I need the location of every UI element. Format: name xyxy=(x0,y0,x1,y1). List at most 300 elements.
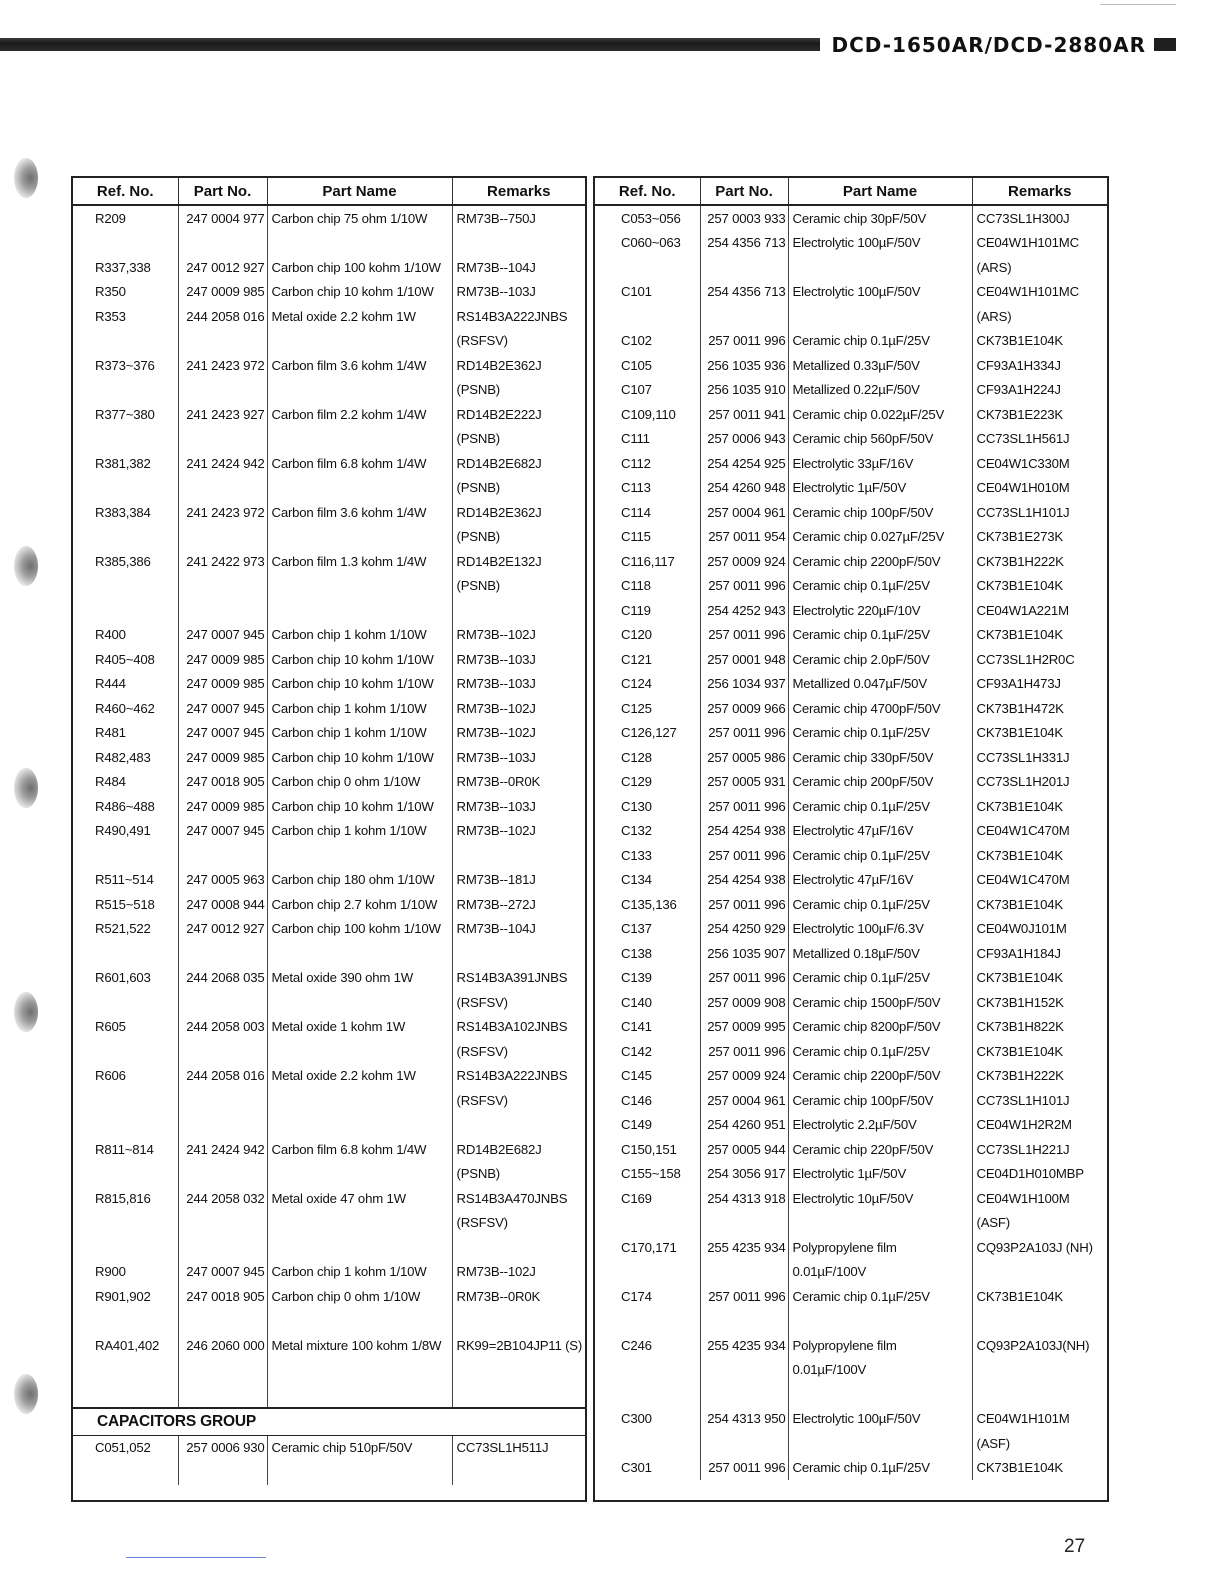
ref-no-cell: R901,902 xyxy=(73,1284,178,1309)
table-row xyxy=(73,1039,585,1064)
table-row xyxy=(595,1382,1107,1407)
part-name-cell: Electrolytic 1µF/50V xyxy=(788,1162,972,1187)
remarks-cell: CE04W1H101MC xyxy=(976,284,1079,300)
table-row xyxy=(595,1113,1107,1138)
remarks-cell: CE04W0J101M xyxy=(976,921,1067,937)
part-no-cell xyxy=(700,1382,788,1407)
ref-no-cell: C060~063 xyxy=(595,231,700,256)
remarks-cell: CE04D1H010MBP xyxy=(976,1166,1084,1182)
part-no-cell: 247 0012 927 xyxy=(178,255,267,280)
remarks-cell: (ASF) xyxy=(976,1435,1010,1451)
table-row xyxy=(73,1435,585,1460)
table-row xyxy=(73,304,585,329)
part-name-cell: Ceramic chip 330pF/50V xyxy=(788,745,972,770)
table-row xyxy=(73,402,585,427)
column-header-ref: Ref. No. xyxy=(73,178,178,205)
part-name-cell: Ceramic chip 100pF/50V xyxy=(788,1088,972,1113)
part-name-cell xyxy=(267,427,452,452)
part-no-cell xyxy=(178,1235,267,1260)
part-no-cell: 254 3056 917 xyxy=(700,1162,788,1187)
remarks-cell: (ASF) xyxy=(976,1215,1010,1231)
table-row xyxy=(595,1358,1107,1383)
part-no-cell: 257 0001 948 xyxy=(700,647,788,672)
top-edge-rule xyxy=(1100,4,1176,5)
part-no-cell: 254 4254 938 xyxy=(700,819,788,844)
remarks-cell: CK73B1E104K xyxy=(976,896,1064,912)
part-no-cell xyxy=(178,476,267,501)
table-row xyxy=(73,1015,585,1040)
remarks-cell: RM73B--272J xyxy=(456,896,536,912)
part-name-cell: Ceramic chip 0.1µF/25V xyxy=(788,1456,972,1481)
part-name-cell xyxy=(267,1088,452,1113)
ref-no-cell xyxy=(73,427,178,452)
remarks-cell: CK73B1E104K xyxy=(976,578,1064,594)
remarks-cell xyxy=(972,1260,1107,1285)
part-name-cell: Electrolytic 1µF/50V xyxy=(788,476,972,501)
part-name-cell: Carbon chip 1 kohm 1/10W xyxy=(267,696,452,721)
part-no-cell xyxy=(178,1113,267,1138)
part-name-cell xyxy=(267,990,452,1015)
ref-no-cell xyxy=(595,1309,700,1334)
table-row xyxy=(73,231,585,256)
ref-no-cell xyxy=(73,990,178,1015)
remarks-cell: CE04W1H101M xyxy=(976,1411,1070,1427)
part-name-cell: Carbon film 3.6 kohm 1/4W xyxy=(267,500,452,525)
part-no-cell: 244 2058 016 xyxy=(178,304,267,329)
ref-no-cell: C121 xyxy=(595,647,700,672)
part-no-cell xyxy=(178,231,267,256)
part-no-cell xyxy=(178,1088,267,1113)
part-no-cell: 257 0011 954 xyxy=(700,525,788,550)
part-no-cell xyxy=(178,1039,267,1064)
table-row xyxy=(595,1015,1107,1040)
table-row xyxy=(73,1186,585,1211)
table-row xyxy=(595,353,1107,378)
part-name-cell: Electrolytic 100µF/6.3V xyxy=(788,917,972,942)
table-row xyxy=(73,1113,585,1138)
ref-no-cell: C138 xyxy=(595,941,700,966)
ref-no-cell: R482,483 xyxy=(73,745,178,770)
part-no-cell: 241 2423 972 xyxy=(178,353,267,378)
part-no-cell: 247 0018 905 xyxy=(178,770,267,795)
remarks-cell: CC73SL1H300J xyxy=(976,210,1070,226)
ref-no-cell xyxy=(73,1088,178,1113)
ref-no-cell xyxy=(73,525,178,550)
table-row xyxy=(595,280,1107,305)
part-no-cell xyxy=(178,1460,267,1485)
part-no-cell xyxy=(178,1162,267,1187)
part-name-cell xyxy=(267,598,452,623)
part-name-cell xyxy=(788,1309,972,1334)
part-no-cell: 247 0007 945 xyxy=(178,623,267,648)
binder-hole-3 xyxy=(14,768,38,808)
part-name-cell: Ceramic chip 0.1µF/25V xyxy=(788,1039,972,1064)
part-name-cell: Ceramic chip 2200pF/50V xyxy=(788,549,972,574)
part-name-cell: Ceramic chip 2.0pF/50V xyxy=(788,647,972,672)
table-row xyxy=(73,451,585,476)
table-row xyxy=(73,1235,585,1260)
ref-no-cell: C113 xyxy=(595,476,700,501)
part-name-cell: Electrolytic 100µF/50V xyxy=(788,231,972,256)
ref-no-cell xyxy=(73,1235,178,1260)
table-row xyxy=(595,205,1107,231)
part-no-cell xyxy=(178,598,267,623)
part-name-cell: Metallized 0.22µF/50V xyxy=(788,378,972,403)
binder-hole-4 xyxy=(14,992,38,1032)
ref-no-cell xyxy=(595,1382,700,1407)
part-name-cell xyxy=(267,1309,452,1334)
part-name-cell: Ceramic chip 0.1µF/25V xyxy=(788,329,972,354)
table-row xyxy=(73,647,585,672)
remarks-cell: CE04W1C330M xyxy=(976,455,1070,471)
part-no-cell: 257 0004 961 xyxy=(700,1088,788,1113)
remarks-cell xyxy=(452,231,585,256)
part-name-cell: Carbon chip 100 kohm 1/10W xyxy=(267,255,452,280)
ref-no-cell: R381,382 xyxy=(73,451,178,476)
part-name-cell: Carbon chip 1 kohm 1/10W xyxy=(267,721,452,746)
ref-no-cell: C102 xyxy=(595,329,700,354)
ref-no-cell xyxy=(595,1358,700,1383)
part-no-cell: 256 1035 936 xyxy=(700,353,788,378)
part-name-cell: Carbon film 1.3 kohm 1/4W xyxy=(267,549,452,574)
table-row xyxy=(73,770,585,795)
remarks-cell: RM73B--103J xyxy=(456,749,536,765)
part-no-cell: 247 0007 945 xyxy=(178,819,267,844)
part-no-cell: 254 4356 713 xyxy=(700,231,788,256)
capacitors-group-heading: CAPACITORS GROUP xyxy=(73,1408,585,1436)
part-no-cell: 257 0011 996 xyxy=(700,1039,788,1064)
part-no-cell: 247 0009 985 xyxy=(178,647,267,672)
ref-no-cell xyxy=(73,476,178,501)
table-row xyxy=(595,1088,1107,1113)
ref-no-cell xyxy=(73,231,178,256)
table-row xyxy=(73,353,585,378)
column-header-part-no: Part No. xyxy=(700,178,788,205)
ref-no-cell: R209 xyxy=(73,205,178,231)
table-header-row xyxy=(73,178,585,205)
remarks-cell: (RSFSV) xyxy=(456,333,508,349)
part-name-cell xyxy=(267,1235,452,1260)
remarks-cell: (PSNB) xyxy=(456,578,500,594)
remarks-cell: RS14B3A222JNBS xyxy=(456,1068,568,1084)
part-no-cell: 254 4356 713 xyxy=(700,280,788,305)
table-row xyxy=(595,549,1107,574)
remarks-cell: CC73SL1H561J xyxy=(976,431,1070,447)
part-no-cell: 257 0011 996 xyxy=(700,623,788,648)
table-row xyxy=(73,574,585,599)
ref-no-cell: C114 xyxy=(595,500,700,525)
table-row xyxy=(595,598,1107,623)
table-row xyxy=(73,1358,585,1383)
table-row xyxy=(595,1064,1107,1089)
column-header-ref: Ref. No. xyxy=(595,178,700,205)
ref-no-cell: R377~380 xyxy=(73,402,178,427)
part-name-cell: Ceramic chip 0.1µF/25V xyxy=(788,721,972,746)
part-name-cell xyxy=(267,843,452,868)
part-no-cell: 247 0004 977 xyxy=(178,205,267,231)
ref-no-cell xyxy=(595,304,700,329)
remarks-cell: CE04W1H101MC xyxy=(976,235,1079,251)
ref-no-cell xyxy=(73,329,178,354)
remarks-cell: RM73B--102J xyxy=(456,627,536,643)
remarks-cell: (RSFSV) xyxy=(456,1043,508,1059)
table-row xyxy=(73,696,585,721)
remarks-cell: (ARS) xyxy=(976,308,1012,324)
part-no-cell: 257 0011 996 xyxy=(700,1284,788,1309)
ref-no-cell: R350 xyxy=(73,280,178,305)
table-row xyxy=(595,1431,1107,1456)
part-name-cell: Electrolytic 100µF/50V xyxy=(788,1407,972,1432)
part-no-cell xyxy=(178,1382,267,1408)
remarks-cell: RD14B2E132J xyxy=(456,553,542,569)
part-name-cell xyxy=(267,574,452,599)
part-name-cell: Metallized 0.047µF/50V xyxy=(788,672,972,697)
table-row xyxy=(73,1284,585,1309)
ref-no-cell: R460~462 xyxy=(73,696,178,721)
part-no-cell xyxy=(700,304,788,329)
part-name-cell: Metal oxide 2.2 kohm 1W xyxy=(267,1064,452,1089)
ref-no-cell: C146 xyxy=(595,1088,700,1113)
table-row xyxy=(73,745,585,770)
ref-no-cell: C053~056 xyxy=(595,205,700,231)
remarks-cell: (PSNB) xyxy=(456,529,500,545)
part-name-cell: Carbon film 3.6 kohm 1/4W xyxy=(267,353,452,378)
part-no-cell: 254 4250 929 xyxy=(700,917,788,942)
ref-no-cell: R484 xyxy=(73,770,178,795)
ref-no-cell: C051,052 xyxy=(73,1435,178,1460)
part-name-cell xyxy=(788,1431,972,1456)
table-row xyxy=(73,1088,585,1113)
part-no-cell: 257 0005 986 xyxy=(700,745,788,770)
table-row xyxy=(595,378,1107,403)
part-no-cell xyxy=(178,1309,267,1334)
part-no-cell xyxy=(178,990,267,1015)
table-row xyxy=(73,941,585,966)
part-no-cell: 254 4260 948 xyxy=(700,476,788,501)
remarks-cell: CE04W1C470M xyxy=(976,823,1070,839)
remarks-cell: RS14B3A102JNBS xyxy=(456,1019,568,1035)
part-no-cell xyxy=(700,255,788,280)
table-row xyxy=(73,794,585,819)
remarks-cell: CK73B1E104K xyxy=(976,1460,1064,1476)
table-row xyxy=(595,1407,1107,1432)
ref-no-cell: C116,117 xyxy=(595,549,700,574)
ref-no-cell: C155~158 xyxy=(595,1162,700,1187)
remarks-cell: RM73B--103J xyxy=(456,676,536,692)
part-no-cell: 247 0005 963 xyxy=(178,868,267,893)
ref-no-cell: C115 xyxy=(595,525,700,550)
ref-no-cell: C101 xyxy=(595,280,700,305)
remarks-cell: CQ93P2A103J(NH) xyxy=(976,1337,1090,1353)
remarks-cell: CK73B1E104K xyxy=(976,798,1064,814)
table-row xyxy=(73,843,585,868)
remarks-cell xyxy=(972,1382,1107,1407)
part-no-cell: 247 0009 985 xyxy=(178,794,267,819)
part-no-cell xyxy=(178,843,267,868)
part-name-cell: Metal oxide 390 ohm 1W xyxy=(267,966,452,991)
part-name-cell xyxy=(788,1211,972,1236)
part-name-cell xyxy=(788,1382,972,1407)
remarks-cell: RM73B--103J xyxy=(456,798,536,814)
column-header-remarks: Remarks xyxy=(972,178,1107,205)
part-no-cell xyxy=(178,574,267,599)
ref-no-cell: C119 xyxy=(595,598,700,623)
ref-no-cell: C128 xyxy=(595,745,700,770)
ref-no-cell: R606 xyxy=(73,1064,178,1089)
remarks-cell: CQ93P2A103J (NH) xyxy=(976,1239,1093,1255)
remarks-cell: CK73B1E104K xyxy=(976,847,1064,863)
table-row xyxy=(73,427,585,452)
table-row xyxy=(595,304,1107,329)
part-no-cell: 254 4260 951 xyxy=(700,1113,788,1138)
part-no-cell xyxy=(700,1211,788,1236)
table-row xyxy=(73,819,585,844)
remarks-cell: RM73B--0R0K xyxy=(456,774,541,790)
remarks-cell xyxy=(452,1113,585,1138)
ref-no-cell xyxy=(73,1039,178,1064)
ref-no-cell xyxy=(73,1460,178,1485)
part-name-cell: Ceramic chip 220pF/50V xyxy=(788,1137,972,1162)
part-no-cell: 257 0005 931 xyxy=(700,770,788,795)
ref-no-cell: C120 xyxy=(595,623,700,648)
remarks-cell: CK73B1H822K xyxy=(976,1019,1064,1035)
part-name-cell: Carbon chip 2.7 kohm 1/10W xyxy=(267,892,452,917)
part-no-cell: 257 0006 943 xyxy=(700,427,788,452)
part-no-cell: 247 0009 985 xyxy=(178,280,267,305)
part-name-cell xyxy=(267,1039,452,1064)
remarks-cell: CK73B1H222K xyxy=(976,1068,1064,1084)
part-name-cell: Metal oxide 2.2 kohm 1W xyxy=(267,304,452,329)
ref-no-cell: R900 xyxy=(73,1260,178,1285)
ref-no-cell: R515~518 xyxy=(73,892,178,917)
table-row xyxy=(73,672,585,697)
part-name-cell xyxy=(267,1382,452,1408)
ref-no-cell: C141 xyxy=(595,1015,700,1040)
ref-no-cell: C145 xyxy=(595,1064,700,1089)
ref-no-cell: C111 xyxy=(595,427,700,452)
remarks-cell: CK73B1E104K xyxy=(976,333,1064,349)
remarks-cell: CE04W1C470M xyxy=(976,872,1070,888)
ref-no-cell: R385,386 xyxy=(73,549,178,574)
ref-no-cell: R486~488 xyxy=(73,794,178,819)
ref-no-cell: R490,491 xyxy=(73,819,178,844)
part-name-cell: Ceramic chip 200pF/50V xyxy=(788,770,972,795)
table-row xyxy=(595,721,1107,746)
ref-no-cell: C133 xyxy=(595,843,700,868)
part-name-cell: Metallized 0.18µF/50V xyxy=(788,941,972,966)
remarks-cell: CF93A1H334J xyxy=(976,357,1061,373)
table-row xyxy=(595,451,1107,476)
remarks-cell: RM73B--0R0K xyxy=(456,1288,541,1304)
remarks-cell: RD14B2E682J xyxy=(456,1141,542,1157)
ref-no-cell: C129 xyxy=(595,770,700,795)
ref-no-cell xyxy=(73,941,178,966)
table-row xyxy=(595,647,1107,672)
ref-no-cell: C301 xyxy=(595,1456,700,1481)
part-name-cell xyxy=(267,378,452,403)
part-name-cell: Metal oxide 47 ohm 1W xyxy=(267,1186,452,1211)
part-name-cell: Carbon chip 180 ohm 1/10W xyxy=(267,868,452,893)
remarks-cell: CC73SL1H221J xyxy=(976,1141,1070,1157)
part-no-cell xyxy=(178,1358,267,1383)
part-name-cell: Electrolytic 33µF/16V xyxy=(788,451,972,476)
remarks-cell: RD14B2E362J xyxy=(456,357,542,373)
remarks-cell: RS14B3A470JNBS xyxy=(456,1190,568,1206)
table-row xyxy=(595,402,1107,427)
part-name-cell: Electrolytic 2.2µF/50V xyxy=(788,1113,972,1138)
part-name-cell: Ceramic chip 0.1µF/25V xyxy=(788,623,972,648)
ref-no-cell: C130 xyxy=(595,794,700,819)
part-no-cell xyxy=(178,941,267,966)
ref-no-cell: C137 xyxy=(595,917,700,942)
remarks-cell: RM73B--750J xyxy=(456,210,536,226)
part-name-cell xyxy=(267,941,452,966)
part-name-cell: Carbon chip 10 kohm 1/10W xyxy=(267,280,452,305)
table-row xyxy=(73,966,585,991)
ref-no-cell: R511~514 xyxy=(73,868,178,893)
part-name-cell xyxy=(267,1162,452,1187)
ref-no-cell xyxy=(595,1431,700,1456)
part-no-cell: 244 2068 035 xyxy=(178,966,267,991)
ref-no-cell: C140 xyxy=(595,990,700,1015)
ref-no-cell: C134 xyxy=(595,868,700,893)
ref-no-cell xyxy=(73,1113,178,1138)
remarks-cell: (PSNB) xyxy=(456,431,500,447)
table-row xyxy=(595,1309,1107,1334)
remarks-cell: RD14B2E222J xyxy=(456,406,542,422)
remarks-cell: RM73B--103J xyxy=(456,284,536,300)
remarks-cell: CC73SL1H101J xyxy=(976,504,1070,520)
part-no-cell: 247 0012 927 xyxy=(178,917,267,942)
table-row xyxy=(595,329,1107,354)
remarks-cell: CK73B1E223K xyxy=(976,406,1064,422)
table-row xyxy=(595,1211,1107,1236)
table-row xyxy=(595,1456,1107,1481)
part-no-cell: 256 1034 937 xyxy=(700,672,788,697)
table-row xyxy=(595,1039,1107,1064)
remarks-cell xyxy=(972,1358,1107,1383)
table-row xyxy=(595,255,1107,280)
remarks-cell: RM73B--104J xyxy=(456,259,536,275)
part-no-cell: 257 0011 996 xyxy=(700,1456,788,1481)
table-row xyxy=(73,917,585,942)
remarks-cell: (PSNB) xyxy=(456,480,500,496)
remarks-cell: RS14B3A391JNBS xyxy=(456,970,568,986)
table-row xyxy=(595,941,1107,966)
ref-no-cell xyxy=(595,1211,700,1236)
ref-no-cell: C118 xyxy=(595,574,700,599)
remarks-cell: CK73B1E104K xyxy=(976,725,1064,741)
part-no-cell: 241 2423 927 xyxy=(178,402,267,427)
part-no-cell: 257 0011 996 xyxy=(700,329,788,354)
ref-no-cell: R373~376 xyxy=(73,353,178,378)
table-row xyxy=(595,868,1107,893)
ref-no-cell xyxy=(73,1309,178,1334)
remarks-cell xyxy=(452,1309,585,1334)
binder-hole-5 xyxy=(14,1374,38,1414)
part-no-cell: 247 0007 945 xyxy=(178,696,267,721)
remarks-cell xyxy=(452,598,585,623)
part-no-cell: 257 0004 961 xyxy=(700,500,788,525)
ref-no-cell: C150,151 xyxy=(595,1137,700,1162)
part-no-cell: 256 1035 910 xyxy=(700,378,788,403)
part-no-cell xyxy=(700,1431,788,1456)
part-no-cell: 257 0011 996 xyxy=(700,843,788,868)
remarks-cell: RM73B--102J xyxy=(456,725,536,741)
table-row xyxy=(595,794,1107,819)
table-row xyxy=(595,1284,1107,1309)
table-row xyxy=(595,696,1107,721)
